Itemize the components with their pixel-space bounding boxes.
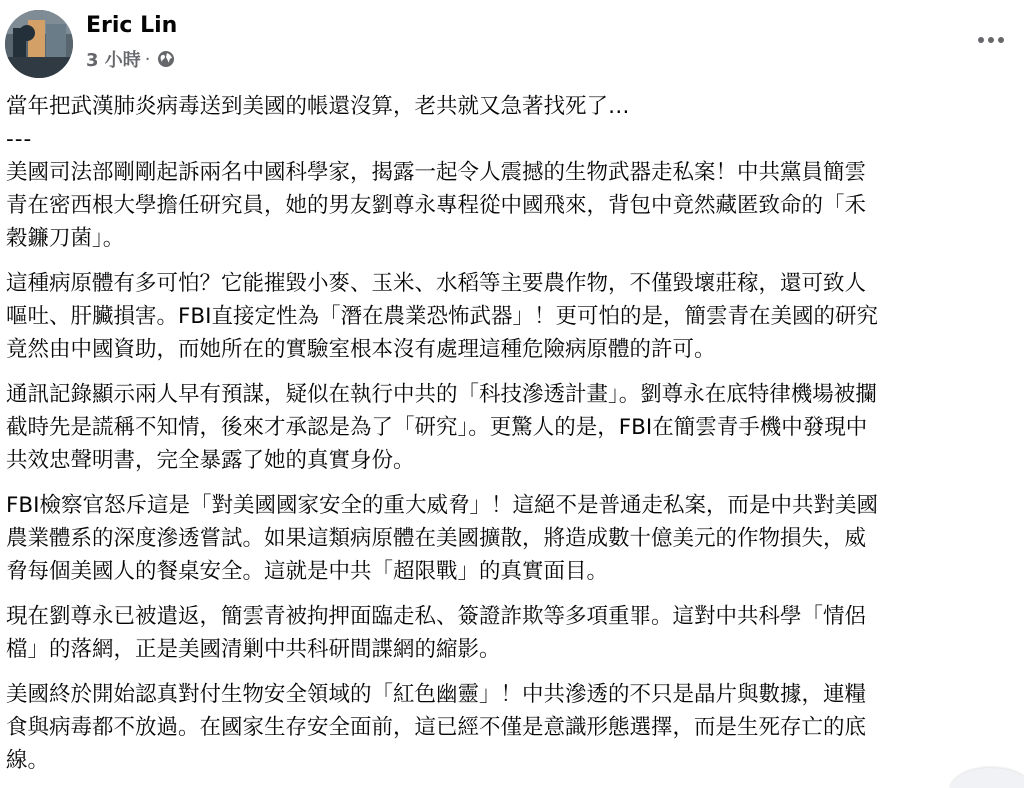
more-options-icon [977, 36, 1005, 44]
paragraph-line: 穀鐮刀菌」。 [6, 226, 125, 251]
globe-icon[interactable] [157, 50, 175, 68]
author-name[interactable]: Eric Lin [86, 13, 178, 38]
paragraph-line: 美國司法部剛剛起訴兩名中國科學家，揭露一起令人震撼的生物武器走私案！中共黨員簡雲 [6, 160, 867, 185]
paragraph-line: 嘔吐、肝臟損害。FBI直接定性為「潛在農業恐怖武器」！更可怕的是，簡雲青在美國的研究 [6, 304, 878, 329]
paragraph-4 [6, 489, 1018, 588]
post-timestamp[interactable]: 3 小時 [86, 50, 141, 71]
paragraph-line: 這種病原體有多可怕？它能摧毀小麥、玉米、水稻等主要農作物，不僅毀壞莊稼，還可致人 [6, 271, 867, 296]
paragraph-line: 竟然由中國資助，而她所在的實驗室根本沒有處理這種危險病原體的許可。 [6, 337, 716, 362]
post-header [0, 0, 1024, 86]
post-body [6, 90, 1018, 788]
post-meta [86, 47, 175, 71]
intro-line: 當年把武漢肺炎病毒送到美國的帳還沒算，老共就又急著找死了… [6, 94, 630, 119]
paragraph-line: 通訊記錄顯示兩人早有預謀，疑似在執行中共的「科技滲透計畫」。劉尊永在底特律機場被攔 [6, 382, 877, 407]
paragraph-2 [6, 267, 1018, 366]
paragraph-line: 食與病毒都不放過。在國家生存安全面前，這已經不僅是意識形態選擇，而是生死存亡的底 [6, 715, 867, 740]
meta-separator: · [144, 48, 151, 70]
avatar-photo [5, 10, 73, 78]
paragraph-1 [6, 156, 1018, 255]
paragraph-line: 共效忠聲明書，完全暴露了她的真實身份。 [6, 448, 415, 473]
paragraph-line: 農業體系的深度滲透嘗試。如果這類病原體在美國擴散，將造成數十億美元的作物損失，威 [6, 526, 867, 551]
paragraph-line: 截時先是謊稱不知情，後來才承認是為了「研究」。更驚人的是，FBI在簡雲青手機中發現中 [6, 415, 868, 440]
post-divider: --- [6, 127, 33, 152]
paragraph-line: 美國終於開始認真對付生物安全領域的「紅色幽靈」！中共滲透的不只是晶片與數據，連糧 [6, 682, 867, 707]
paragraph-line: FBI檢察官怒斥這是「對美國國家安全的重大威脅」！這絕不是普通走私案，而是中共對美國 [6, 493, 878, 518]
author-avatar[interactable] [5, 10, 73, 78]
paragraph-line: 檔」的落網，正是美國清剿中共科研間諜網的縮影。 [6, 637, 501, 662]
more-options-button[interactable] [972, 24, 1010, 56]
paragraph-line: 青在密西根大學擔任研究員，她的男友劉尊永專程從中國飛來，背包中竟然藏匿致命的「禾 [6, 193, 867, 218]
paragraph-5 [6, 600, 1018, 666]
paragraph-line: 現在劉尊永已被遣返，簡雲青被拘押面臨走私、簽證詐欺等多項重罪。這對中共科學「情侶 [6, 604, 867, 629]
paragraph-line: 脅每個美國人的餐桌安全。這就是中共「超限戰」的真實面目。 [6, 559, 609, 584]
paragraph-line: 線。 [6, 748, 50, 773]
paragraph-6 [6, 678, 1018, 777]
paragraph-3 [6, 378, 1018, 477]
